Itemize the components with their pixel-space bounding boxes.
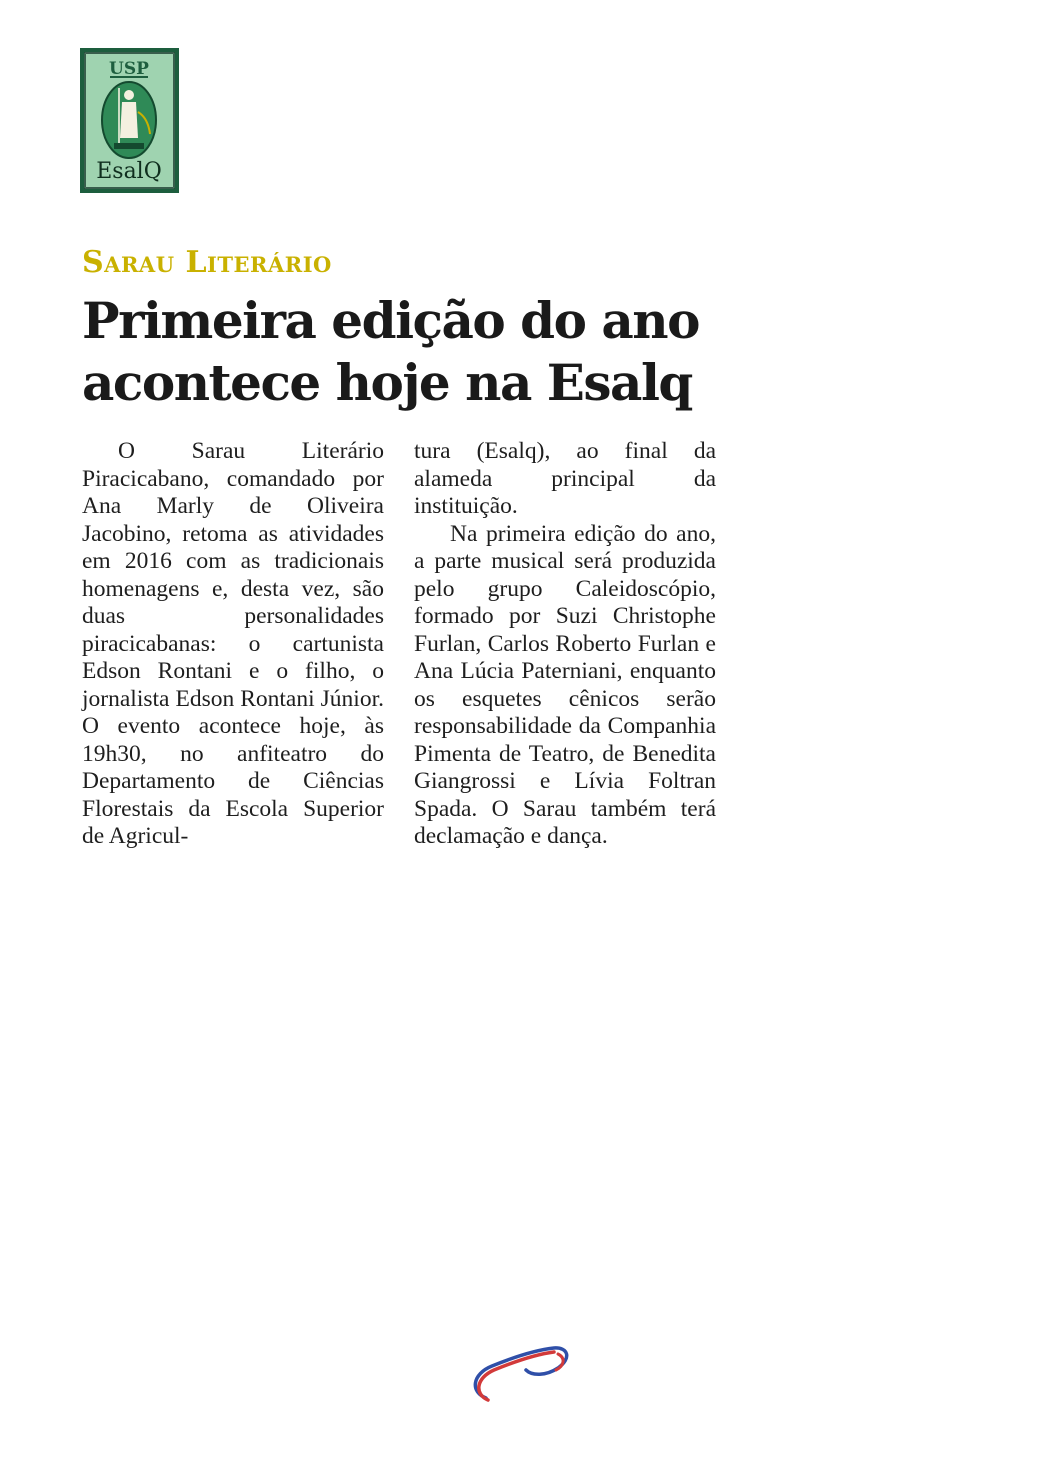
- esalq-logo: [80, 48, 179, 193]
- article-column-right: [414, 438, 716, 851]
- section-kicker: Sarau Literário: [82, 245, 332, 280]
- article-paragraph-2: tura (Esalq), ao final da alameda principal da instituição.: [414, 438, 716, 519]
- article-paragraph-1: O Sarau Literário Piracicabano, comandado por Ana Marly de Oliveira Jacobino, retoma as atividades em 2016 com as tradicionais homenagens e, desta vez, são duas personalidades piracicabanas: o cartunista Edson Rontani e o filho, o jornalista Edson Rontani Júnior. O evento acontece hoje, às 19h30, no anfiteatro do Departamento de Ciências Florestais da Escola Superior de Agricul-: [82, 438, 384, 849]
- article-headline: Primeira edição do ano acontece hoje na Esalq: [82, 291, 699, 412]
- article-column-left: [82, 438, 384, 851]
- logo-usp-text: USP: [109, 59, 149, 79]
- logo-esalq-text: EsalQ: [96, 159, 162, 184]
- article-paragraph-3: Na primeira edição do ano, a parte musical será produzida pelo grupo Caleidoscópio, formado por Suzi Christophe Furlan, Carlos Roberto Furlan e Ana Lúcia Paterniani, enquanto os esquetes cênicos serão responsabilidade da Companhia Pimenta de Teatro, de Benedita Giangrossi e Lívia Foltran Spada. O Sarau também terá declamação e dança.: [414, 520, 716, 849]
- publisher-swoosh-icon: [466, 1342, 572, 1406]
